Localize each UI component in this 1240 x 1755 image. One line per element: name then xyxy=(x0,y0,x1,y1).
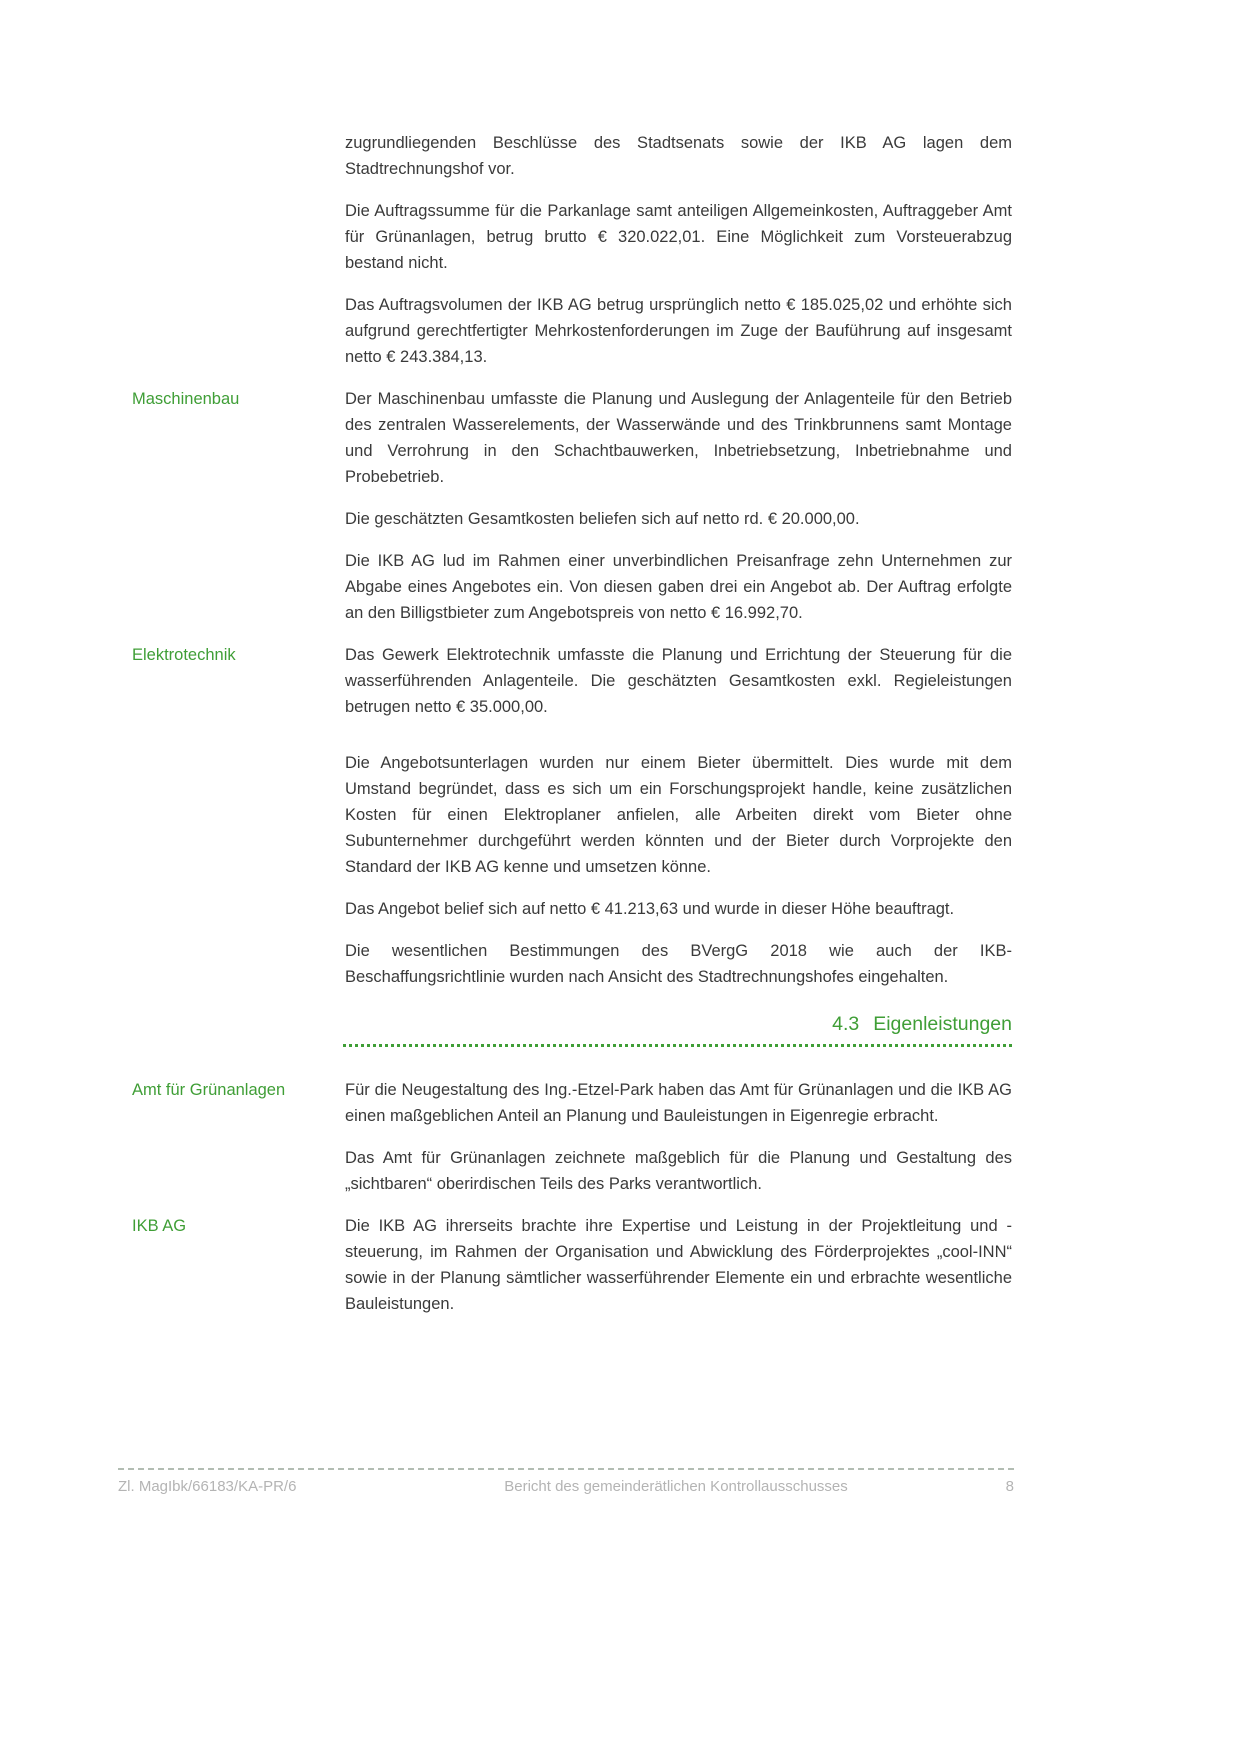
margin-label: Amt für Grünanlagen xyxy=(132,1081,286,1099)
paragraph-block xyxy=(132,386,1012,490)
paragraph-block xyxy=(132,1145,1012,1197)
body-paragraph: Das Angebot belief sich auf netto € 41.213,63 und wurde in dieser Höhe beauftragt. xyxy=(345,900,955,918)
body-paragraph: Die geschätzten Gesamtkosten beliefen sich auf netto rd. € 20.000,00. xyxy=(345,510,860,528)
margin-label: IKB AG xyxy=(132,1217,187,1235)
section-number: 4.3 xyxy=(832,1013,860,1035)
body-paragraph: Der Maschinenbau umfasste die Planung und Auslegung der Anlagenteile für den Betrieb des zentralen Wasserelements, der Wasserwände und des Trinkbrunnens samt Montage und Verrohrung in den Schachtbauwerken, Inbetriebsetzung, Inbetriebnahme und Probebetrieb. xyxy=(345,390,1012,486)
footer-page-number: 8 xyxy=(1005,1478,1014,1495)
paragraph-block xyxy=(132,1213,1012,1317)
section-title: Eigenleistungen xyxy=(873,1013,1012,1035)
paragraph-block xyxy=(132,938,1012,990)
margin-label: Maschinenbau xyxy=(132,390,240,408)
paragraph-block xyxy=(132,130,1012,182)
margin-label-empty xyxy=(132,548,343,626)
paragraph-block xyxy=(132,292,1012,370)
body-paragraph: zugrundliegenden Beschlüsse des Stadtsenats sowie der IKB AG lagen dem Stadtrechnungshof vor. xyxy=(345,134,1012,178)
paragraph-block xyxy=(132,750,1012,880)
footer-reference: Zl. MagIbk/66183/KA-PR/6 xyxy=(118,1478,297,1495)
body-paragraph: Die IKB AG lud im Rahmen einer unverbindlichen Preisanfrage zehn Unternehmen zur Abgabe eines Angebotes ein. Von diesen gaben drei ein Angebot ab. Der Auftrag erfolgte an den Billigstbieter zum Angebotspreis von netto € 16.992,70. xyxy=(345,552,1012,622)
margin-label-empty xyxy=(132,750,343,880)
paragraph-block xyxy=(132,642,1012,720)
body-paragraph: Das Amt für Grünanlagen zeichnete maßgeblich für die Planung und Gestaltung des „sichtbaren“ oberirdischen Teils des Parks verantwortlich. xyxy=(345,1149,1012,1193)
page-footer xyxy=(118,1468,1014,1495)
body-paragraph: Die Angebotsunterlagen wurden nur einem Bieter übermittelt. Dies wurde mit dem Umstand begründet, dass es sich um ein Forschungsprojekt handle, keine zusätzlichen Kosten für einen Elektroplaner anfielen, alle Arbeiten direkt vom Bieter ohne Subunternehmer durchgeführt werden könnten und der Bieter durch Vorprojekte den Standard der IKB AG kenne und umsetzen könne. xyxy=(345,754,1012,876)
footer-title: Bericht des gemeinderätlichen Kontrollausschusses xyxy=(504,1478,848,1495)
paragraph-block xyxy=(132,896,1012,922)
document-body xyxy=(132,130,1012,1333)
margin-label-empty xyxy=(132,506,343,532)
paragraph-block xyxy=(132,506,1012,532)
body-paragraph: Für die Neugestaltung des Ing.-Etzel-Park haben das Amt für Grünanlagen und die IKB AG einen maßgeblichen Anteil an Planung und Bauleistungen in Eigenregie erbracht. xyxy=(345,1081,1012,1125)
paragraph-block xyxy=(132,548,1012,626)
paragraph-block xyxy=(132,1077,1012,1129)
margin-label-empty xyxy=(132,896,343,922)
footer-row xyxy=(118,1478,1014,1495)
section-divider-dotted xyxy=(343,1044,1012,1047)
body-paragraph: Das Gewerk Elektrotechnik umfasste die Planung und Errichtung der Steuerung für die wasserführenden Anlagenteile. Die geschätzten Gesamtkosten exkl. Regieleistungen betrugen netto € 35.000,00. xyxy=(345,646,1012,716)
paragraph-block xyxy=(132,198,1012,276)
margin-label-empty xyxy=(132,938,343,990)
body-paragraph: Das Auftragsvolumen der IKB AG betrug ursprünglich netto € 185.025,02 und erhöhte sich aufgrund gerechtfertigter Mehrkostenforderungen im Zuge der Bauführung auf insgesamt netto € 243.384,13. xyxy=(345,296,1012,366)
body-paragraph: Die wesentlichen Bestimmungen des BVergG 2018 wie auch der IKB-Beschaffungsrichtlinie wurden nach Ansicht des Stadtrechnungshofes eingehalten. xyxy=(345,942,1012,986)
margin-label: Elektrotechnik xyxy=(132,646,236,664)
footer-divider-dashed xyxy=(118,1468,1014,1470)
body-paragraph: Die IKB AG ihrerseits brachte ihre Expertise und Leistung in der Projektleitung und -steuerung, im Rahmen der Organisation und Abwicklung des Förderprojektes „cool-INN“ sowie in der Planung sämtlicher wasserführender Elemente ein und erbrachte wesentliche Bauleistungen. xyxy=(345,1217,1012,1313)
section-heading xyxy=(343,1012,1012,1036)
margin-label-empty xyxy=(132,198,343,276)
margin-label-empty xyxy=(132,292,343,370)
margin-label-empty xyxy=(132,1145,343,1197)
body-paragraph: Die Auftragssumme für die Parkanlage samt anteiligen Allgemeinkosten, Auftraggeber Amt für Grünanlagen, betrug brutto € 320.022,01. Eine Möglichkeit zum Vorsteuerabzug bestand nicht. xyxy=(345,202,1012,272)
margin-label-empty xyxy=(132,130,343,182)
